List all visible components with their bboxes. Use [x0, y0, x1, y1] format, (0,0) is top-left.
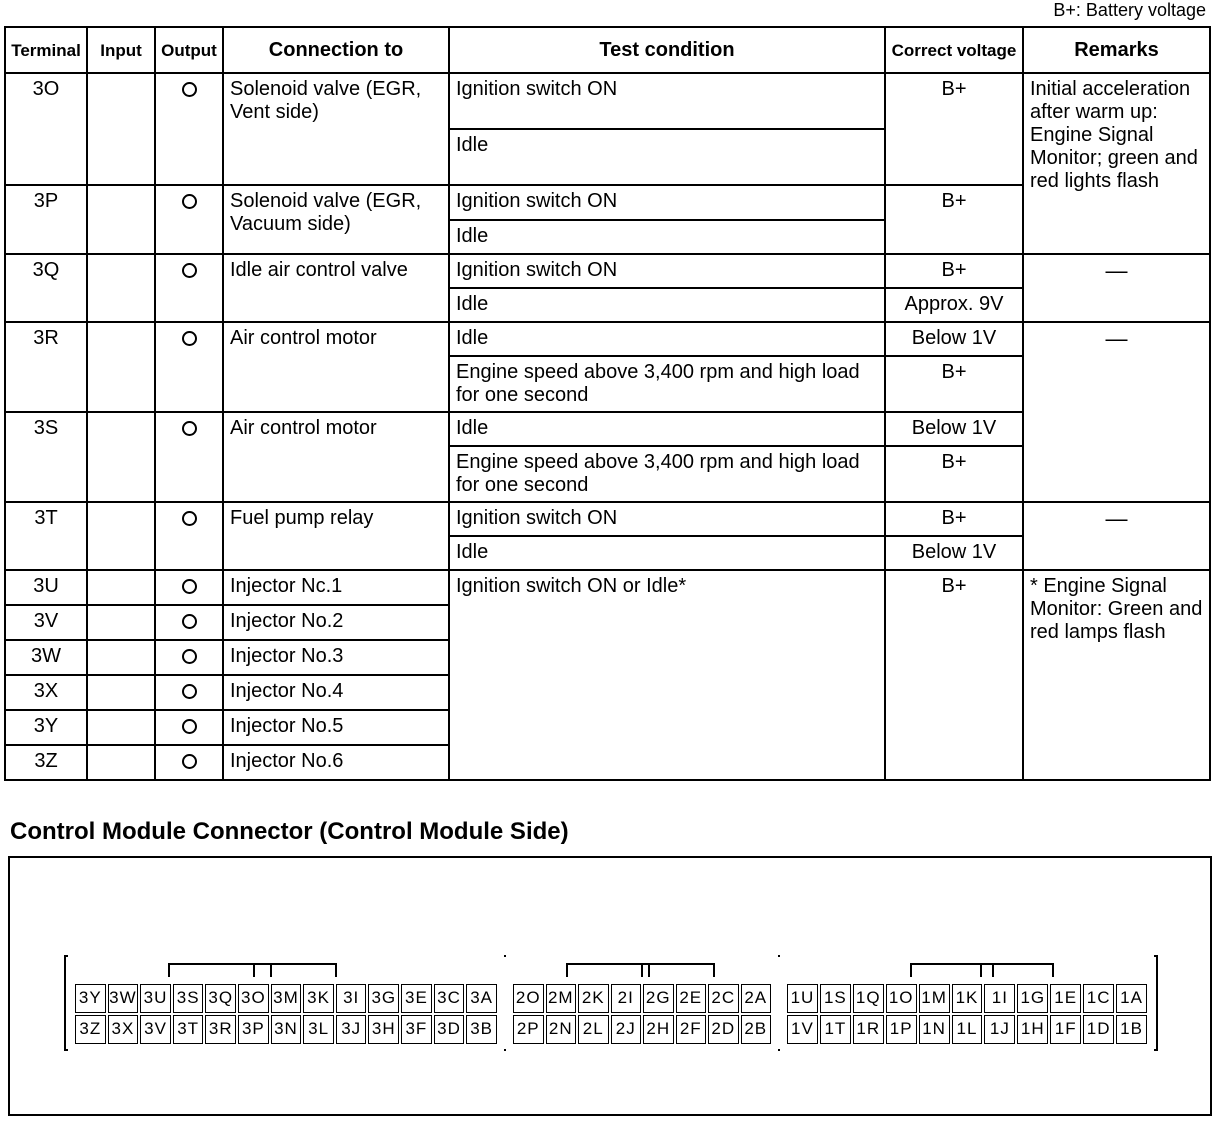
test-cell: Ignition switch ON [449, 73, 885, 129]
connector-key [253, 963, 337, 977]
output-cell [155, 710, 223, 745]
connector-pin-3p: 3P [238, 1015, 269, 1044]
connector-pin-1c: 1C [1083, 984, 1114, 1013]
header-correct-voltage: Correct voltage [885, 27, 1023, 73]
test-cell: Ignition switch ON [449, 185, 885, 220]
header-connection: Connection to [223, 27, 449, 73]
pin-row-bottom [74, 1014, 498, 1045]
connector-pin-3v: 3V [140, 1015, 171, 1044]
connection-cell: Injector No.5 [223, 710, 449, 745]
connector-pin-3j: 3J [336, 1015, 367, 1044]
connection-cell: Injector No.4 [223, 675, 449, 710]
connector-key [566, 963, 650, 977]
table-row [5, 502, 1210, 536]
output-mark-icon [182, 82, 197, 97]
terminal-cell: 3Z [5, 745, 87, 780]
connector-pin-2k: 2K [578, 984, 609, 1013]
test-cell: Ignition switch ON [449, 254, 885, 288]
output-cell [155, 605, 223, 640]
remarks-cell: Initial acceleration after warm up: Engine Signal Monitor; green and red lights flash [1023, 73, 1210, 254]
terminal-cell: 3V [5, 605, 87, 640]
terminal-cell: 3Y [5, 710, 87, 745]
voltage-cell: Below 1V [885, 536, 1023, 570]
connector-pin-3g: 3G [368, 984, 399, 1013]
connector-block-2 [506, 955, 778, 1051]
output-mark-icon [182, 194, 197, 209]
connector-pin-3y: 3Y [75, 984, 106, 1013]
table-row [5, 322, 1210, 356]
header-row [5, 27, 1210, 73]
connector-pin-1t: 1T [820, 1015, 851, 1044]
test-cell: Engine speed above 3,400 rpm and high load for one second [449, 446, 885, 502]
voltage-cell: B+ [885, 185, 1023, 254]
test-cell: Engine speed above 3,400 rpm and high load for one second [449, 356, 885, 412]
connector-pin-2j: 2J [611, 1015, 642, 1044]
header-test-condition: Test condition [449, 27, 885, 73]
voltage-cell: Approx. 9V [885, 288, 1023, 322]
terminal-cell: 3R [5, 322, 87, 412]
connection-cell: Injector No.2 [223, 605, 449, 640]
connector-pin-3r: 3R [205, 1015, 236, 1044]
connector-pin-3b: 3B [466, 1015, 497, 1044]
output-cell [155, 254, 223, 322]
input-cell [87, 185, 155, 254]
output-cell [155, 502, 223, 570]
voltage-cell: Below 1V [885, 322, 1023, 356]
connector-pin-3d: 3D [434, 1015, 465, 1044]
connector-pin-3w: 3W [108, 984, 139, 1013]
input-cell [87, 412, 155, 502]
connector-pin-1o: 1O [886, 984, 917, 1013]
connector-pin-1n: 1N [919, 1015, 950, 1044]
connector-pin-1b: 1B [1116, 1015, 1147, 1044]
output-mark-icon [182, 614, 197, 629]
connector-pin-3x: 3X [108, 1015, 139, 1044]
connector-pin-1h: 1H [1017, 1015, 1048, 1044]
output-mark-icon [182, 579, 197, 594]
connector-pin-1q: 1Q [853, 984, 884, 1013]
connection-cell: Air control motor [223, 412, 449, 502]
table-row [5, 73, 1210, 129]
voltage-cell: B+ [885, 254, 1023, 288]
test-cell: Idle [449, 129, 885, 185]
output-cell [155, 412, 223, 502]
output-mark-icon [182, 331, 197, 346]
connector-pin-3m: 3M [271, 984, 302, 1013]
connection-cell: Air control motor [223, 322, 449, 412]
connector-pin-3i: 3I [336, 984, 367, 1013]
output-mark-icon [182, 421, 197, 436]
connector-pin-2m: 2M [546, 984, 577, 1013]
voltage-cell: Below 1V [885, 412, 1023, 446]
input-cell [87, 322, 155, 412]
output-mark-icon [182, 754, 197, 769]
terminal-cell: 3W [5, 640, 87, 675]
pin-grid [74, 983, 498, 1045]
remarks-cell: — [1023, 254, 1210, 322]
voltage-cell: B+ [885, 356, 1023, 412]
pin-row-top [74, 983, 498, 1014]
connector-pin-3n: 3N [271, 1015, 302, 1044]
output-mark-icon [182, 511, 197, 526]
pin-row-bottom [786, 1014, 1148, 1045]
connector-pin-2h: 2H [643, 1015, 674, 1044]
connector-pin-3u: 3U [140, 984, 171, 1013]
connector-block-3 [68, 955, 504, 1051]
pin-grid [786, 983, 1148, 1045]
pin-grid [512, 983, 772, 1045]
voltage-cell: B+ [885, 502, 1023, 536]
test-cell: Ignition switch ON or Idle* [449, 570, 885, 780]
input-cell [87, 640, 155, 675]
connector-pin-1m: 1M [919, 984, 950, 1013]
voltage-cell: B+ [885, 570, 1023, 780]
connection-cell: Injector Nc.1 [223, 570, 449, 605]
connector-pin-3q: 3Q [205, 984, 236, 1013]
connector-pin-1e: 1E [1050, 984, 1081, 1013]
connector-pin-2p: 2P [513, 1015, 544, 1044]
pin-row-top [512, 983, 772, 1014]
voltage-cell: B+ [885, 446, 1023, 502]
output-cell [155, 745, 223, 780]
connector-pin-1v: 1V [787, 1015, 818, 1044]
pin-row-bottom [512, 1014, 772, 1045]
terminal-spec-table [4, 26, 1211, 781]
connector-pin-1s: 1S [820, 984, 851, 1013]
connector-pin-3h: 3H [368, 1015, 399, 1044]
input-cell [87, 254, 155, 322]
terminal-cell: 3X [5, 675, 87, 710]
input-cell [87, 73, 155, 185]
connector-pin-1p: 1P [886, 1015, 917, 1044]
connector-pin-3l: 3L [303, 1015, 334, 1044]
connector-pin-1f: 1F [1050, 1015, 1081, 1044]
input-cell [87, 675, 155, 710]
connector-pin-3f: 3F [401, 1015, 432, 1044]
connector-pin-1a: 1A [1116, 984, 1147, 1013]
connector-block-1 [780, 955, 1154, 1051]
connector-pin-2n: 2N [546, 1015, 577, 1044]
connector-pin-1l: 1L [952, 1015, 983, 1044]
output-cell [155, 185, 223, 254]
output-cell [155, 73, 223, 185]
terminal-cell: 3S [5, 412, 87, 502]
input-cell [87, 570, 155, 605]
connector-key [641, 963, 715, 977]
connector-pin-2d: 2D [708, 1015, 739, 1044]
terminal-cell: 3O [5, 73, 87, 185]
connection-cell: Solenoid valve (EGR, Vacuum side) [223, 185, 449, 254]
header-output: Output [155, 27, 223, 73]
connector-pin-3z: 3Z [75, 1015, 106, 1044]
output-mark-icon [182, 684, 197, 699]
remarks-cell: — [1023, 502, 1210, 570]
output-cell [155, 322, 223, 412]
input-cell [87, 745, 155, 780]
terminal-cell: 3T [5, 502, 87, 570]
connector-pin-2b: 2B [741, 1015, 772, 1044]
remarks-cell: — [1023, 322, 1210, 502]
test-cell: Idle [449, 322, 885, 356]
test-cell: Ignition switch ON [449, 502, 885, 536]
connector-pin-3a: 3A [466, 984, 497, 1013]
connector-title: Control Module Connector (Control Module Side) [10, 818, 569, 845]
connector-pin-2o: 2O [513, 984, 544, 1013]
header-input: Input [87, 27, 155, 73]
output-mark-icon [182, 649, 197, 664]
connector-pin-1r: 1R [853, 1015, 884, 1044]
connection-cell: Idle air control valve [223, 254, 449, 322]
connector-pin-1d: 1D [1083, 1015, 1114, 1044]
connector-pin-1u: 1U [787, 984, 818, 1013]
connector-pin-2e: 2E [676, 984, 707, 1013]
connector-pin-3o: 3O [238, 984, 269, 1013]
table-row [5, 254, 1210, 288]
header-remarks: Remarks [1023, 27, 1210, 73]
connector-pin-1g: 1G [1017, 984, 1048, 1013]
connector-pin-2f: 2F [676, 1015, 707, 1044]
connector-pin-2g: 2G [643, 984, 674, 1013]
connector-pin-2a: 2A [741, 984, 772, 1013]
input-cell [87, 710, 155, 745]
output-cell [155, 640, 223, 675]
test-cell: Idle [449, 412, 885, 446]
connector-pin-1j: 1J [984, 1015, 1015, 1044]
test-cell: Idle [449, 288, 885, 322]
pin-row-top [786, 983, 1148, 1014]
output-mark-icon [182, 719, 197, 734]
remarks-cell: * Engine Signal Monitor: Green and red lamps flash [1023, 570, 1210, 780]
connector-pin-1k: 1K [952, 984, 983, 1013]
connector-pin-1i: 1I [984, 984, 1015, 1013]
connection-cell: Injector No.6 [223, 745, 449, 780]
output-mark-icon [182, 263, 197, 278]
terminal-cell: 3U [5, 570, 87, 605]
output-cell [155, 570, 223, 605]
output-cell [155, 675, 223, 710]
connection-cell: Injector No.3 [223, 640, 449, 675]
connector-pin-3c: 3C [434, 984, 465, 1013]
voltage-cell: B+ [885, 73, 1023, 185]
battery-voltage-note: B+: Battery voltage [1053, 0, 1206, 20]
connector-pin-3s: 3S [173, 984, 204, 1013]
input-cell [87, 502, 155, 570]
connector-pin-2c: 2C [708, 984, 739, 1013]
connector-pin-2l: 2L [578, 1015, 609, 1044]
connector-pin-2i: 2I [611, 984, 642, 1013]
connector-key [980, 963, 1054, 977]
input-cell [87, 605, 155, 640]
connection-cell: Fuel pump relay [223, 502, 449, 570]
test-cell: Idle [449, 220, 885, 254]
connector-pin-3e: 3E [401, 984, 432, 1013]
header-terminal: Terminal [5, 27, 87, 73]
connector-pin-3t: 3T [173, 1015, 204, 1044]
terminal-cell: 3P [5, 185, 87, 254]
test-cell: Idle [449, 536, 885, 570]
terminal-cell: 3Q [5, 254, 87, 322]
connection-cell: Solenoid valve (EGR, Vent side) [223, 73, 449, 185]
connector-pin-3k: 3K [303, 984, 334, 1013]
table-row [5, 570, 1210, 605]
